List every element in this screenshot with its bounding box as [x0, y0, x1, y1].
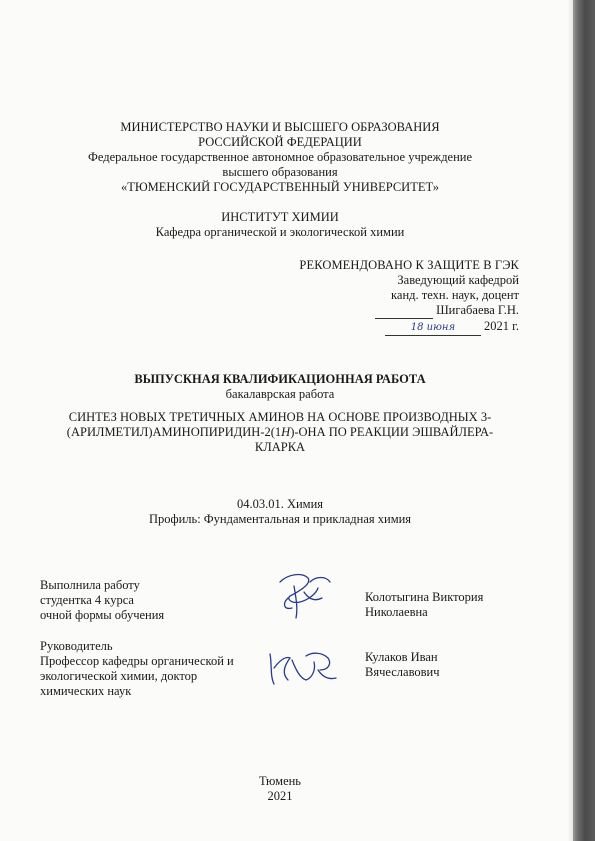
supervisor-label-4: химических наук [40, 684, 132, 698]
head-role: Заведующий кафедрой [397, 273, 519, 287]
performer-name [365, 590, 483, 620]
supervisor-name-1: Кулаков Иван [365, 650, 438, 664]
topic-line-2-end: )-ОНА ПО РЕАКЦИИ ЭШВАЙЛЕРА- [290, 425, 494, 439]
performer-labels [40, 578, 164, 623]
ministry-line-1: МИНИСТЕРСТВО НАУКИ И ВЫСШЕГО ОБРАЗОВАНИЯ [120, 120, 440, 134]
supervisor-name-2: Вячеславович [365, 665, 440, 679]
department-name: Кафедра органической и экологической химии [155, 225, 405, 239]
performer-label-2: студентка 4 курса [40, 593, 134, 607]
supervisor-label-2: Профессор кафедры органической и [40, 654, 234, 668]
supervisor-labels [40, 639, 234, 699]
topic-line-2 [30, 425, 530, 440]
specialty-block [40, 497, 520, 527]
performer-label-1: Выполнила работу [40, 578, 140, 592]
head-degree: канд. техн. наук, доцент [391, 288, 519, 302]
recommendation-block [299, 258, 519, 336]
topic-line-2-italic: H [281, 425, 291, 439]
thesis-topic [30, 410, 530, 455]
university-name: «ТЮМЕНСКИЙ ГОСУДАРСТВЕННЫЙ УНИВЕРСИТЕТ» [120, 180, 440, 194]
footer-year: 2021 [267, 789, 293, 803]
supervisor-signature [262, 640, 342, 696]
topic-line-3: КЛАРКА [254, 440, 306, 454]
recommendation-heading: РЕКОМЕНДОВАНО К ЗАЩИТЕ В ГЭК [299, 258, 519, 272]
work-type: ВЫПУСКНАЯ КВАЛИФИКАЦИОННАЯ РАБОТА [134, 372, 426, 386]
recommendation-year: 2021 г. [484, 319, 519, 333]
footer-block [40, 774, 520, 804]
supervisor-label-1: Руководитель [40, 639, 113, 653]
performer-name-2: Николаевна [365, 605, 428, 619]
recommendation-date-line [299, 319, 519, 336]
footer-city: Тюмень [258, 774, 302, 788]
ministry-line-4: высшего образования [222, 165, 338, 179]
student-signature [268, 568, 338, 624]
specialty-code: 04.03.01. Химия [236, 497, 324, 511]
ministry-header [40, 120, 520, 195]
ministry-line-2: РОССИЙСКОЙ ФЕДЕРАЦИИ [198, 135, 362, 149]
work-type-block [40, 372, 520, 402]
specialty-profile: Профиль: Фундаментальная и прикладная химия [148, 512, 412, 526]
institute-block [40, 210, 520, 240]
head-name: Шигабаева Г.Н. [436, 303, 519, 317]
head-signature-line [299, 303, 519, 319]
signature-blank [375, 303, 433, 319]
performer-label-3: очной формы обучения [40, 608, 165, 622]
scan-edge [573, 0, 595, 841]
supervisor-name [365, 650, 440, 680]
topic-line-2-start: (АРИЛМЕТИЛ)АМИНОПИРИДИН-2(1 [66, 425, 282, 439]
ministry-line-3: Федеральное государственное автономное образовательное учреждение [87, 150, 473, 164]
date-blank [385, 319, 481, 336]
supervisor-label-3: экологической химии, доктор [40, 669, 198, 683]
performer-name-1: Колотыгина Виктория [365, 590, 484, 604]
institute-name: ИНСТИТУТ ХИМИИ [221, 210, 339, 224]
topic-line-1: СИНТЕЗ НОВЫХ ТРЕТИЧНЫХ АМИНОВ НА ОСНОВЕ ПРОИЗВОДНЫХ 3- [68, 410, 492, 424]
work-level: бакалаврская работа [225, 387, 335, 401]
handwritten-date: 18 июня [410, 322, 456, 333]
